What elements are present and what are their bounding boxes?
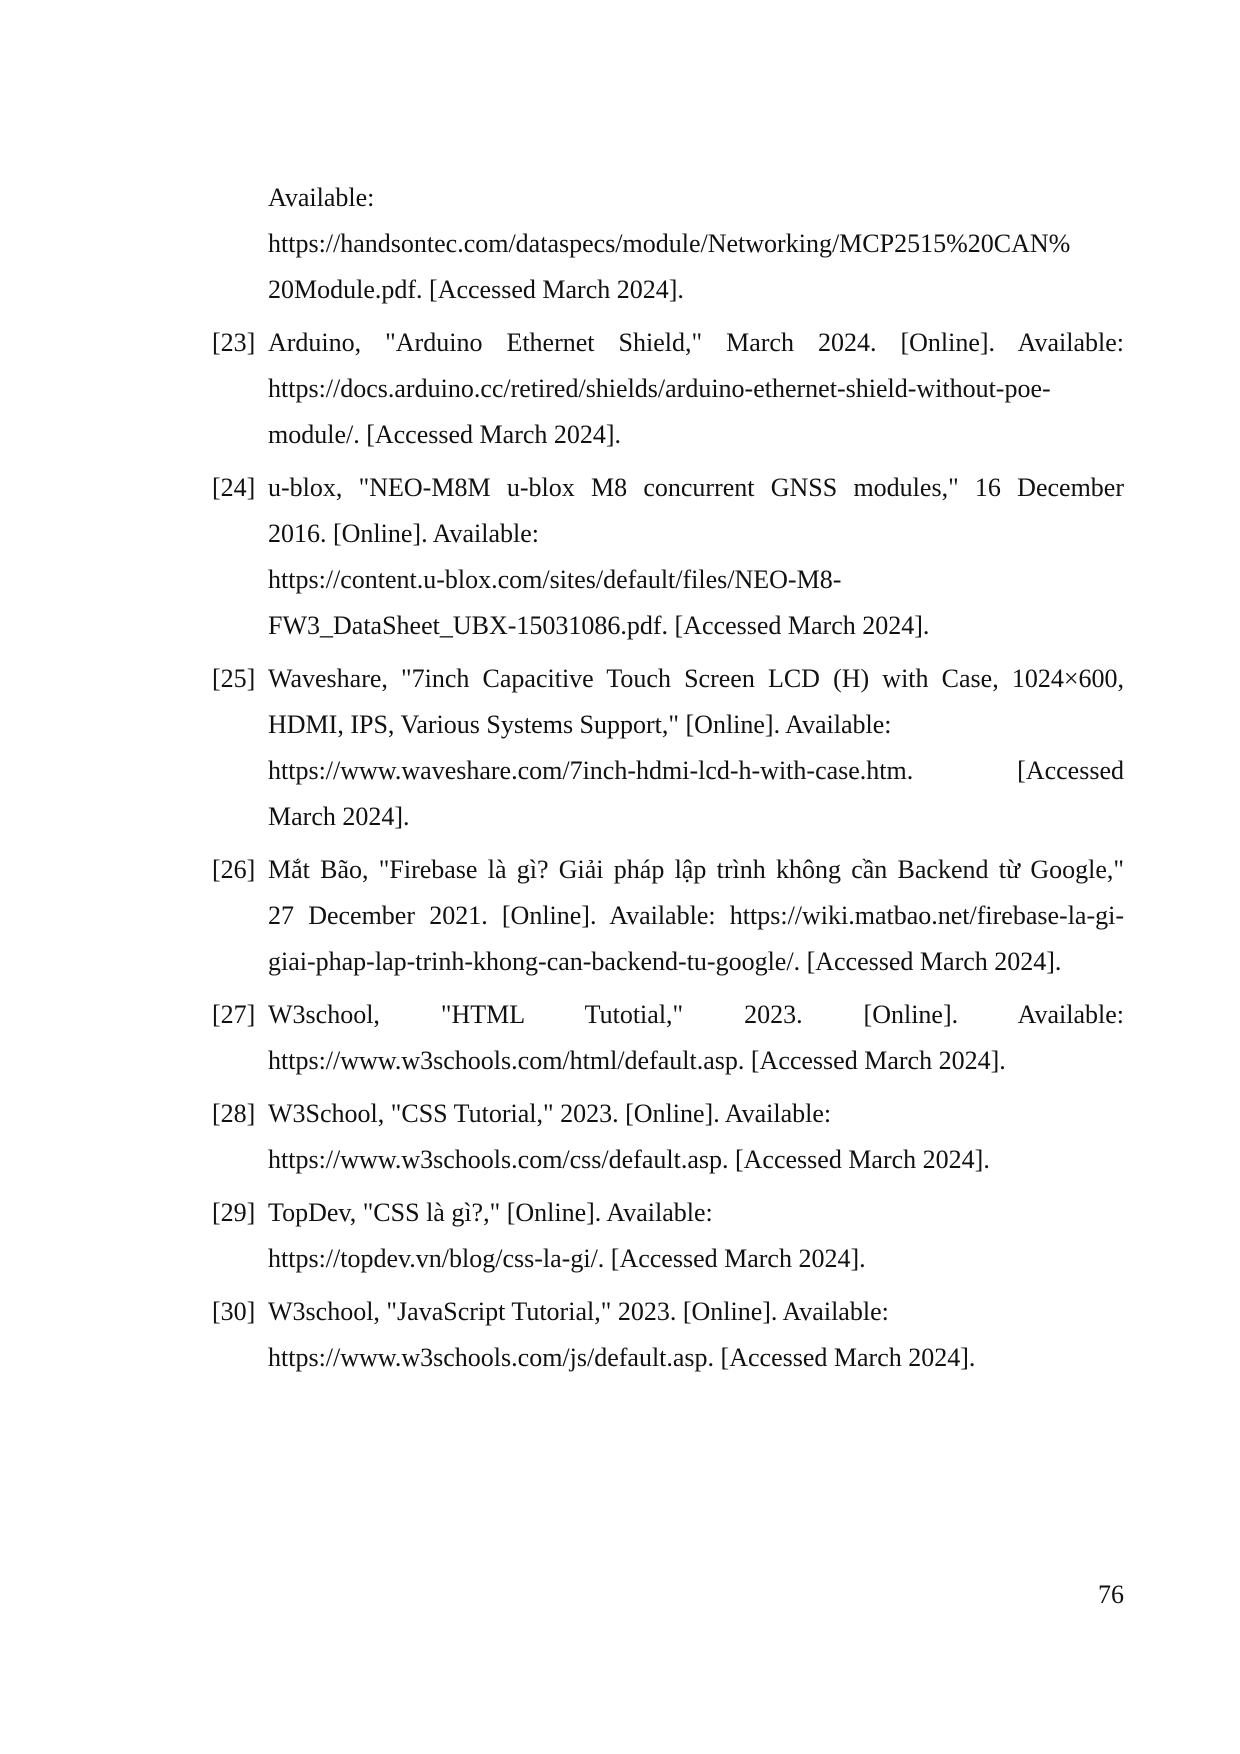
reference-number: [29] — [212, 1198, 256, 1227]
reference-number: [25] — [212, 664, 256, 693]
reference-item-29 — [212, 1190, 1124, 1282]
reference-item-27 — [212, 992, 1124, 1084]
reference-item-23 — [212, 320, 1124, 458]
reference-line: W3School, "CSS Tutorial," 2023. [Online]. Available: — [268, 1099, 832, 1128]
reference-line: FW3_DataSheet_UBX-15031086.pdf. [Accessed March 2024]. — [268, 611, 930, 640]
reference-line: module/. [Accessed March 2024]. — [268, 420, 622, 449]
reference-line: https://www.waveshare.com/7inch-hdmi-lcd-h-with-case.htm. [Accessed — [268, 756, 1124, 785]
reference-line: March 2024]. — [268, 802, 410, 831]
reference-number: [24] — [212, 473, 256, 502]
reference-line: https://handsontec.com/dataspecs/module/Networking/MCP2515%20CAN% — [268, 229, 1071, 258]
reference-line: giai-phap-lap-trinh-khong-can-backend-tu-google/. [Accessed March 2024]. — [268, 947, 1062, 976]
reference-number: [28] — [212, 1099, 256, 1128]
reference-item-24 — [212, 465, 1124, 649]
reference-line: u-blox, "NEO-M8M u-blox M8 concurrent GNSS modules," 16 December — [268, 473, 1124, 502]
reference-continuation — [212, 175, 1124, 313]
reference-line: https://www.w3schools.com/js/default.asp. [Accessed March 2024]. — [268, 1343, 976, 1372]
reference-item-30 — [212, 1289, 1124, 1381]
reference-line: 27 December 2021. [Online]. Available: https://wiki.matbao.net/firebase-la-gi- — [268, 901, 1124, 930]
reference-list — [212, 175, 1124, 1388]
reference-number: [23] — [212, 328, 256, 357]
reference-line: W3school, "HTML Tutotial," 2023. [Online]. Available: — [268, 1000, 1124, 1029]
reference-line: https://docs.arduino.cc/retired/shields/arduino-ethernet-shield-without-poe- — [268, 374, 1051, 403]
reference-line: 20Module.pdf. [Accessed March 2024]. — [268, 275, 684, 304]
reference-line: https://www.w3schools.com/html/default.asp. [Accessed March 2024]. — [268, 1046, 1006, 1075]
reference-item-25 — [212, 656, 1124, 840]
reference-line: https://content.u-blox.com/sites/default/files/NEO-M8- — [268, 565, 842, 594]
reference-number: [30] — [212, 1297, 256, 1326]
reference-line: https://topdev.vn/blog/css-la-gi/. [Accessed March 2024]. — [268, 1244, 866, 1273]
reference-item-26 — [212, 847, 1124, 985]
reference-item-28 — [212, 1091, 1124, 1183]
reference-line: HDMI, IPS, Various Systems Support," [Online]. Available: — [268, 710, 892, 739]
reference-line: Mắt Bão, "Firebase là gì? Giải pháp lập trình không cần Backend từ Google," — [268, 855, 1124, 884]
reference-line: TopDev, "CSS là gì?," [Online]. Available: — [268, 1198, 713, 1227]
reference-number: [27] — [212, 1000, 256, 1029]
reference-line: W3school, "JavaScript Tutorial," 2023. [Online]. Available: — [268, 1297, 889, 1326]
reference-number: [26] — [212, 855, 256, 884]
reference-line: https://www.w3schools.com/css/default.asp. [Accessed March 2024]. — [268, 1145, 990, 1174]
reference-line: Arduino, "Arduino Ethernet Shield," March 2024. [Online]. Available: — [268, 328, 1124, 357]
page-number: 76 — [1098, 1580, 1124, 1609]
reference-line: Available: — [268, 183, 375, 212]
reference-line: 2016. [Online]. Available: — [268, 519, 540, 548]
reference-line: Waveshare, "7inch Capacitive Touch Screen LCD (H) with Case, 1024×600, — [268, 664, 1124, 693]
